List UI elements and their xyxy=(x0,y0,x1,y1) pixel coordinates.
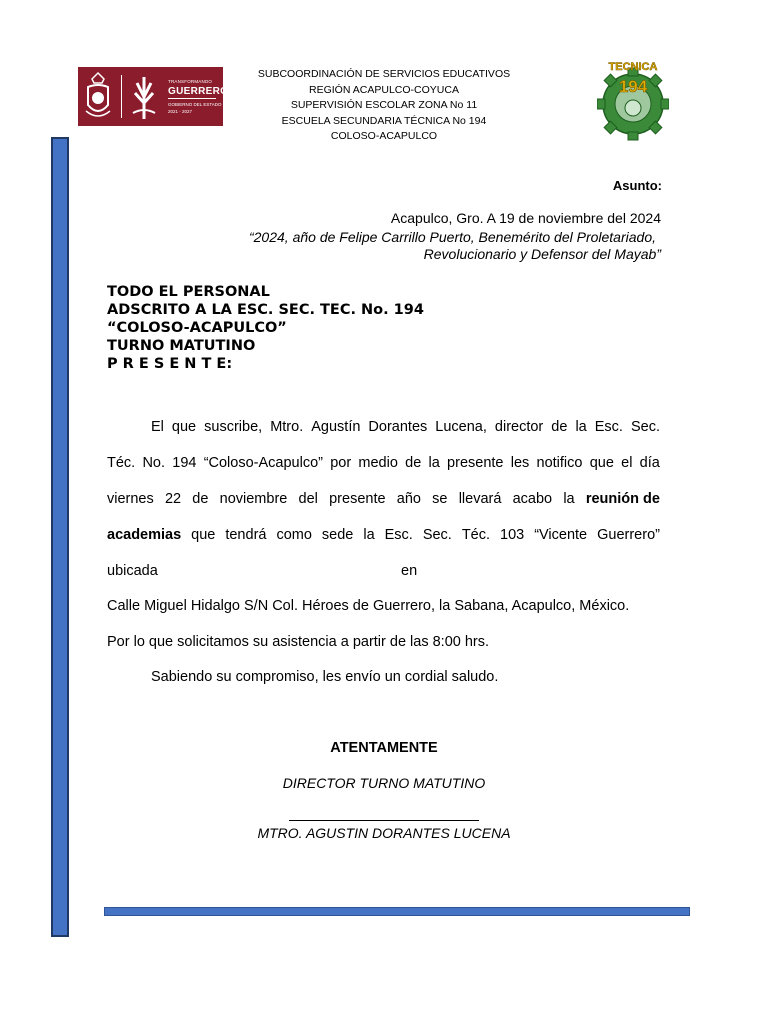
body-word: día xyxy=(639,455,660,471)
signature-line xyxy=(289,820,479,821)
body-word: como xyxy=(276,527,312,543)
body-word: Esc. xyxy=(384,527,413,543)
header-line: SUBCOORDINACIÓN DE SERVICIOS EDUCATIVOS xyxy=(257,68,511,80)
recipient-line: “COLOSO-ACAPULCO” xyxy=(107,320,287,336)
body-word: que xyxy=(589,455,614,471)
body-line-2 xyxy=(107,455,660,471)
gov-logo-line2: GUERRERO xyxy=(168,86,229,97)
body-word: de xyxy=(551,419,568,435)
school-logo-top-text: TECNICA xyxy=(608,61,658,73)
gov-logo-line4: 2021 - 2027 xyxy=(168,109,193,114)
gov-logo-line3: GOBIERNO DEL ESTADO xyxy=(168,102,222,107)
body-word: de xyxy=(405,455,422,471)
body-word: del xyxy=(298,491,318,507)
recipient-line: ADSCRITO A LA ESC. SEC. TEC. No. 194 xyxy=(107,302,424,318)
atentamente-heading: ATENTAMENTE xyxy=(330,740,438,756)
body-word: academias xyxy=(107,527,182,543)
body-word: por xyxy=(330,455,352,471)
body-word: Esc. xyxy=(594,419,623,435)
header-line: COLOSO-ACAPULCO xyxy=(330,130,438,143)
body-word: se xyxy=(432,491,448,507)
body-word: en xyxy=(401,563,418,579)
header-line: REGIÓN ACAPULCO-COYUCA xyxy=(309,83,459,96)
body-word: la xyxy=(428,455,440,471)
motto-line-1: “2024, año de Felipe Carrillo Puerto, Benemérito del Proletariado, xyxy=(248,229,656,245)
gov-logo-rule xyxy=(168,98,216,99)
body-word: sede xyxy=(321,527,354,543)
recipient-line: TODO EL PERSONAL xyxy=(107,284,270,300)
left-frame-bar xyxy=(51,137,69,937)
body-word: Téc. xyxy=(461,527,491,543)
director-name: MTRO. AGUSTIN DORANTES LUCENA xyxy=(257,825,511,841)
recipient-line: TURNO MATUTINO xyxy=(107,338,256,354)
body-word: No. xyxy=(142,455,166,471)
body-word: 22 xyxy=(164,491,182,507)
body-word: El xyxy=(151,419,164,435)
gov-logo-line1: TRANSFORMANDO xyxy=(168,79,213,84)
body-word: viernes xyxy=(107,491,154,507)
body-word: año xyxy=(396,491,421,507)
body-line-5 xyxy=(107,563,660,579)
tree-emblem-icon xyxy=(127,73,161,121)
body-word: reunión de xyxy=(585,491,660,507)
subject-label: Asunto: xyxy=(612,178,662,193)
body-word: ubicada xyxy=(107,563,158,579)
body-word: noviembre xyxy=(219,491,288,507)
body-word: acabo xyxy=(512,491,553,507)
school-gear-logo xyxy=(597,58,669,142)
school-logo-number: 194 xyxy=(618,77,648,96)
body-word: Mtro. xyxy=(270,419,304,435)
body-word: Guerrero” xyxy=(597,527,660,543)
body-word: suscribe, xyxy=(204,419,263,435)
body-word: Dorantes xyxy=(368,419,428,435)
body-word: que xyxy=(191,527,216,543)
body-word: la xyxy=(575,419,587,435)
body-word: el xyxy=(621,455,633,471)
body-word: que xyxy=(171,419,197,435)
motto-line-2: Revolucionario y Defensor del Mayab” xyxy=(423,246,661,262)
body-word: Sec. xyxy=(422,527,452,543)
body-word: les xyxy=(510,455,530,471)
body-word: “Vicente xyxy=(534,527,588,543)
body-word: director xyxy=(494,419,544,435)
closing-line: Sabiendo su compromiso, les envío un cordial saludo. xyxy=(151,669,499,685)
body-word: tendrá xyxy=(225,527,267,543)
body-word: la xyxy=(563,491,575,507)
body-word: Téc. xyxy=(107,455,136,471)
body-word: presente xyxy=(447,455,504,471)
body-word: Agustín xyxy=(311,419,361,435)
logo-separator xyxy=(121,75,122,118)
header-line: SUPERVISIÓN ESCOLAR ZONA No 11 xyxy=(290,99,478,112)
document-header xyxy=(230,67,538,145)
body-word: Sec. xyxy=(630,419,660,435)
body-word: “Coloso-Acapulco” xyxy=(203,455,323,471)
state-seal-icon xyxy=(82,71,114,123)
government-logo xyxy=(78,67,229,126)
header-line: ESCUELA SECUNDARIA TÉCNICA No 194 xyxy=(281,114,487,127)
body-word: de xyxy=(192,491,209,507)
recipient-line: P R E S E N T E: xyxy=(107,356,233,372)
body-word: Lucena, xyxy=(435,419,487,435)
date-line: Acapulco, Gro. A 19 de noviembre del 2024 xyxy=(390,210,661,226)
body-line-6: Calle Miguel Hidalgo S/N Col. Héroes de Guerrero, la Sabana, Acapulco, México. xyxy=(107,598,630,614)
body-word: presente xyxy=(329,491,386,507)
body-word: llevará xyxy=(458,491,502,507)
recipients-block xyxy=(107,283,424,373)
body-word: notifico xyxy=(536,455,583,471)
bottom-frame-bar xyxy=(104,907,690,916)
body-line-7: Por lo que solicitamos su asistencia a partir de las 8:00 hrs. xyxy=(107,634,490,650)
body-line-4 xyxy=(107,527,660,543)
body-word: 103 xyxy=(500,527,525,543)
body-line-3 xyxy=(107,491,660,507)
body-line-1 xyxy=(107,419,660,435)
body-word: 194 xyxy=(172,455,197,471)
director-title: DIRECTOR TURNO MATUTINO xyxy=(282,775,486,791)
body-word: medio xyxy=(358,455,398,471)
body-word: la xyxy=(363,527,375,543)
